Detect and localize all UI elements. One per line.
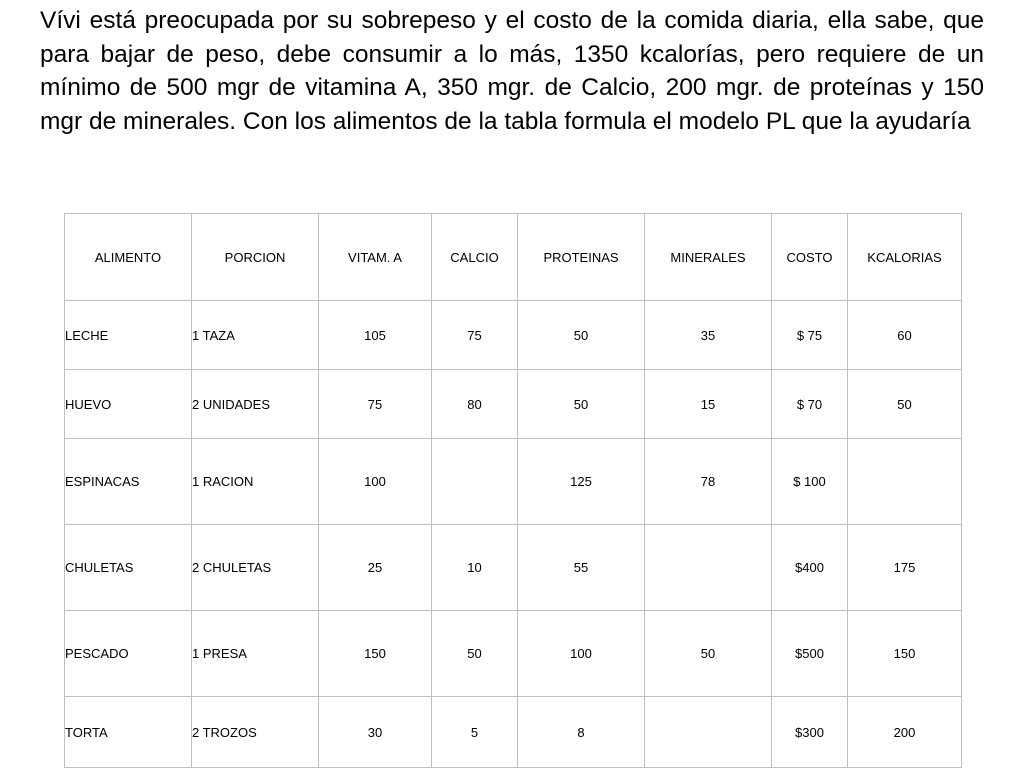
- header-vitamina-a: VITAM. A: [319, 214, 432, 301]
- cell-porcion: 2 UNIDADES: [192, 370, 319, 439]
- cell-alimento: ESPINACAS: [65, 439, 192, 525]
- cell-vitamina-a: 105: [319, 301, 432, 370]
- cell-proteinas: 100: [518, 611, 645, 697]
- cell-porcion: 2 TROZOS: [192, 697, 319, 768]
- table-header-row: [65, 214, 962, 301]
- cell-minerales: [645, 525, 772, 611]
- cell-alimento: CHULETAS: [65, 525, 192, 611]
- cell-proteinas: 8: [518, 697, 645, 768]
- cell-costo: $500: [772, 611, 848, 697]
- problem-statement: Vívi está preocupada por su sobrepeso y el costo de la comida diaria, ella sabe, que para bajar de peso, debe consumir a lo más, 1350 kcalorías, pero requiere de un mínimo de 500 mgr de vitamina A, 350 mgr. de Calcio, 200 mgr. de proteínas y 150 mgr de minerales. Con los alimentos de la tabla formula el modelo PL que la ayudaría: [40, 7, 984, 135]
- food-table-container: [64, 213, 961, 768]
- cell-vitamina-a: 150: [319, 611, 432, 697]
- table-row: [65, 697, 962, 768]
- cell-vitamina-a: 75: [319, 370, 432, 439]
- cell-calcio: 75: [432, 301, 518, 370]
- cell-kcalorias: 175: [848, 525, 962, 611]
- cell-costo: $ 75: [772, 301, 848, 370]
- table-row: [65, 525, 962, 611]
- cell-alimento: HUEVO: [65, 370, 192, 439]
- cell-alimento: PESCADO: [65, 611, 192, 697]
- header-minerales: MINERALES: [645, 214, 772, 301]
- cell-porcion: 1 PRESA: [192, 611, 319, 697]
- cell-minerales: 78: [645, 439, 772, 525]
- cell-proteinas: 50: [518, 301, 645, 370]
- cell-alimento: TORTA: [65, 697, 192, 768]
- cell-calcio: 50: [432, 611, 518, 697]
- cell-kcalorias: 60: [848, 301, 962, 370]
- cell-minerales: 50: [645, 611, 772, 697]
- cell-proteinas: 50: [518, 370, 645, 439]
- header-proteinas: PROTEINAS: [518, 214, 645, 301]
- cell-kcalorias: 200: [848, 697, 962, 768]
- cell-kcalorias: [848, 439, 962, 525]
- cell-kcalorias: 50: [848, 370, 962, 439]
- cell-calcio: 10: [432, 525, 518, 611]
- cell-minerales: [645, 697, 772, 768]
- header-costo: COSTO: [772, 214, 848, 301]
- food-table: [64, 213, 962, 768]
- cell-calcio: 5: [432, 697, 518, 768]
- cell-costo: $ 70: [772, 370, 848, 439]
- cell-calcio: 80: [432, 370, 518, 439]
- header-porcion: PORCION: [192, 214, 319, 301]
- cell-calcio: [432, 439, 518, 525]
- header-calcio: CALCIO: [432, 214, 518, 301]
- cell-proteinas: 125: [518, 439, 645, 525]
- cell-costo: $400: [772, 525, 848, 611]
- cell-porcion: 1 TAZA: [192, 301, 319, 370]
- cell-costo: $300: [772, 697, 848, 768]
- cell-vitamina-a: 25: [319, 525, 432, 611]
- cell-minerales: 35: [645, 301, 772, 370]
- cell-porcion: 2 CHULETAS: [192, 525, 319, 611]
- cell-minerales: 15: [645, 370, 772, 439]
- table-row: [65, 301, 962, 370]
- cell-porcion: 1 RACION: [192, 439, 319, 525]
- table-row: [65, 611, 962, 697]
- header-alimento: ALIMENTO: [65, 214, 192, 301]
- cell-costo: $ 100: [772, 439, 848, 525]
- cell-kcalorias: 150: [848, 611, 962, 697]
- cell-vitamina-a: 30: [319, 697, 432, 768]
- table-row: [65, 370, 962, 439]
- header-kcalorias: KCALORIAS: [848, 214, 962, 301]
- cell-proteinas: 55: [518, 525, 645, 611]
- table-row: [65, 439, 962, 525]
- cell-alimento: LECHE: [65, 301, 192, 370]
- cell-vitamina-a: 100: [319, 439, 432, 525]
